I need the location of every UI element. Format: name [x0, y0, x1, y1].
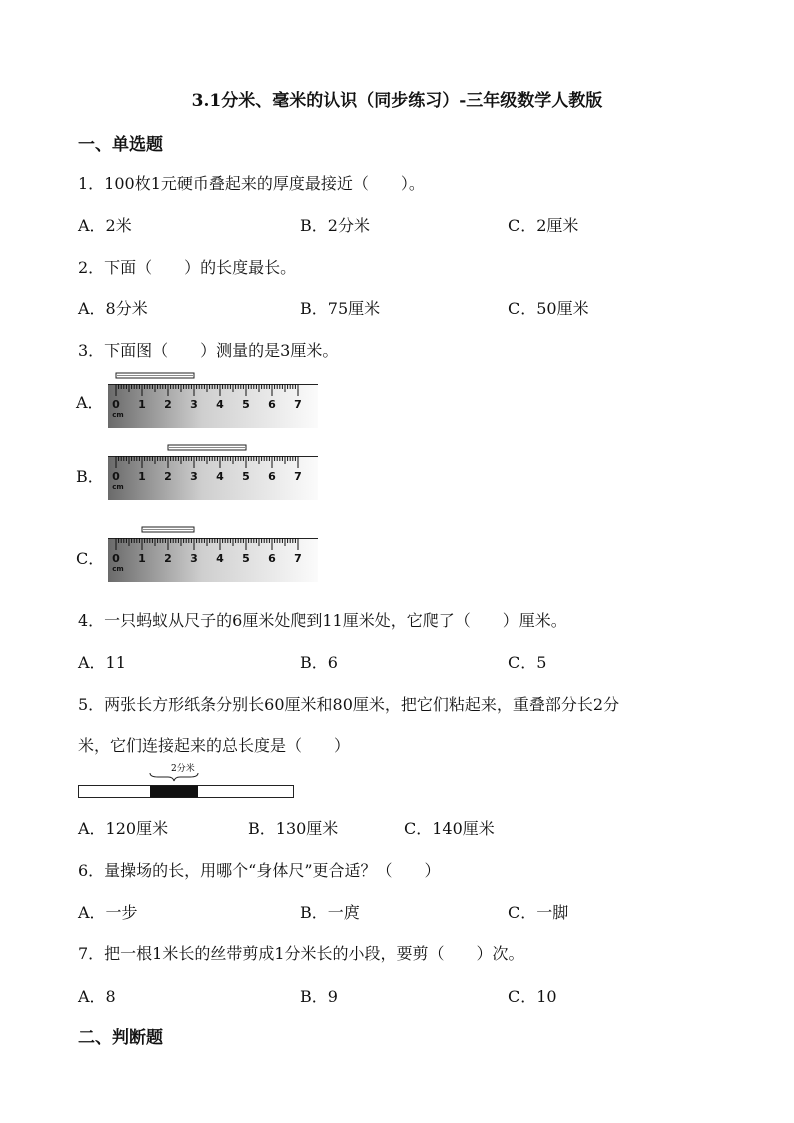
- ruler-unit: cm: [112, 483, 124, 491]
- q5-option-b: B．130厘米: [248, 819, 339, 838]
- q4-option-b: B．6: [300, 653, 338, 672]
- ruler-number: 0: [112, 552, 120, 565]
- ruler-number: 7: [294, 398, 302, 411]
- ruler-unit: cm: [112, 411, 124, 419]
- ruler-number: 1: [138, 398, 146, 411]
- ruler-number: 6: [268, 470, 276, 483]
- q3-option-b: B．: [76, 467, 104, 486]
- question-1: 1．100枚1元硬币叠起来的厚度最接近（ ）。: [78, 174, 425, 193]
- ruler-number: 7: [294, 552, 302, 565]
- q3-option-c: C．: [76, 549, 105, 568]
- ruler-figure-b: [108, 442, 320, 502]
- ruler-number: 1: [138, 552, 146, 565]
- ruler-number: 0: [112, 470, 120, 483]
- ruler-number: 4: [216, 398, 224, 411]
- q3-option-a: A．: [76, 393, 104, 412]
- ruler-number: 5: [242, 398, 250, 411]
- q6-option-b: B．一庹: [300, 903, 360, 922]
- q1-option-b: B．2分米: [300, 216, 370, 235]
- ruler-number: 6: [268, 398, 276, 411]
- ruler-number: 2: [164, 470, 172, 483]
- q1-option-a: A．2米: [78, 216, 132, 235]
- question-2: 2．下面（ ）的长度最长。: [78, 258, 297, 277]
- ruler-number: 3: [190, 552, 198, 565]
- question-7: 7．把一根1米长的丝带剪成1分米长的小段，要剪（ ）次。: [78, 944, 525, 963]
- q1-option-c: C．2厘米: [508, 216, 579, 235]
- ruler-number: 2: [164, 552, 172, 565]
- overlap-region: [150, 786, 198, 798]
- q7-option-c: C．10: [508, 987, 557, 1006]
- question-6: 6．量操场的长，用哪个“身体尺”更合适？（ ）: [78, 861, 441, 880]
- ruler-number: 7: [294, 470, 302, 483]
- ruler-figure-a: [108, 370, 320, 430]
- overlap-brace: [150, 773, 198, 781]
- q6-option-a: A．一步: [78, 903, 138, 922]
- q4-option-a: A．11: [78, 653, 126, 672]
- q7-option-a: A．8: [78, 987, 116, 1006]
- question-3: 3．下面图（ ）测量的是3厘米。: [78, 341, 339, 360]
- ruler-number: 1: [138, 470, 146, 483]
- ruler-number: 3: [190, 470, 198, 483]
- ruler-number: 6: [268, 552, 276, 565]
- overlap-label: 2分米: [171, 764, 195, 774]
- question-5: 5．两张长方形纸条分别长60厘米和80厘米，把它们粘起来，重叠部分长2分: [78, 695, 620, 714]
- ruler-number: 2: [164, 398, 172, 411]
- q2-option-c: C．50厘米: [508, 299, 589, 318]
- q5-option-a: A．120厘米: [78, 819, 169, 838]
- page-title: 3.1分米、毫米的认识（同步练习）-三年级数学人教版: [191, 91, 603, 111]
- ruler-number: 4: [216, 470, 224, 483]
- ruler-number: 0: [112, 398, 120, 411]
- q5-option-c: C．140厘米: [404, 819, 495, 838]
- paper-strip-figure: [78, 761, 298, 805]
- ruler-number: 4: [216, 552, 224, 565]
- q4-option-c: C．5: [508, 653, 547, 672]
- section-heading-true-false: 二、判断题: [78, 1028, 163, 1048]
- q7-option-b: B．9: [300, 987, 338, 1006]
- ruler-unit: cm: [112, 565, 124, 573]
- question-5-continued: 米，它们连接起来的总长度是（ ）: [78, 736, 351, 755]
- section-heading-single-choice: 一、单选题: [78, 135, 163, 155]
- question-4: 4．一只蚂蚁从尺子的6厘米处爬到11厘米处，它爬了（ ）厘米。: [78, 611, 567, 630]
- ruler-figure-c: [108, 524, 320, 584]
- ruler-number: 5: [242, 470, 250, 483]
- q6-option-c: C．一脚: [508, 903, 569, 922]
- ruler-number: 5: [242, 552, 250, 565]
- q2-option-b: B．75厘米: [300, 299, 381, 318]
- ruler-number: 3: [190, 398, 198, 411]
- q2-option-a: A．8分米: [78, 299, 148, 318]
